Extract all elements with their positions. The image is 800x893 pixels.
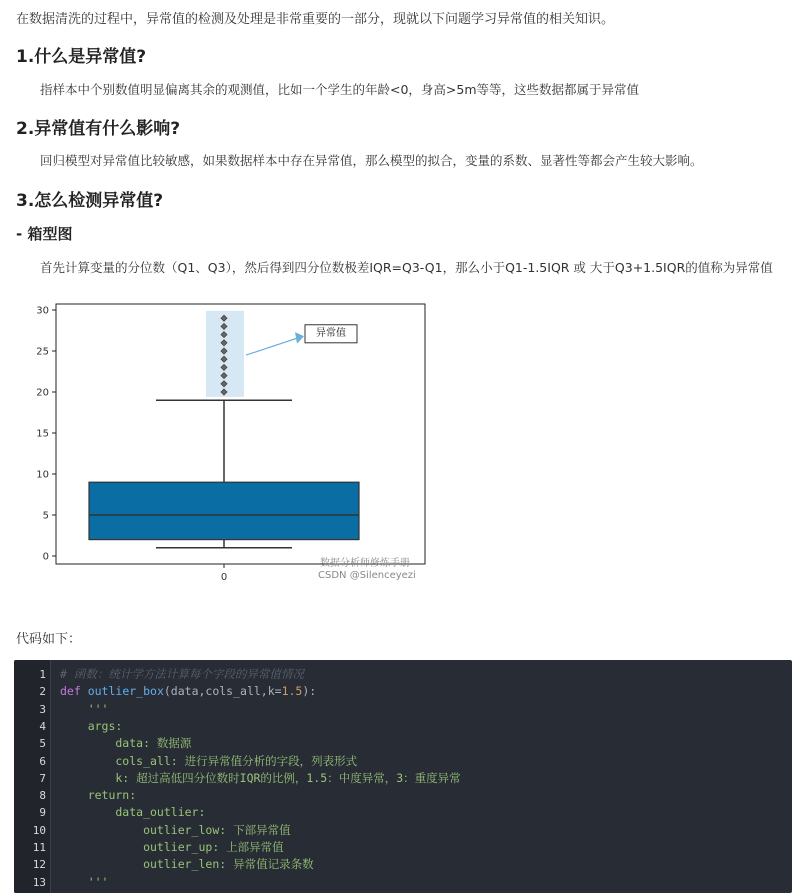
- code-line: [14, 666, 792, 683]
- code-line: [14, 839, 792, 856]
- code-line: [14, 787, 792, 804]
- code-line: [14, 753, 792, 770]
- y-tick-label: 25: [36, 346, 49, 358]
- line-number: 12: [32, 858, 46, 872]
- code-text: [60, 753, 357, 770]
- code-line: [14, 822, 792, 839]
- box-iqr: [89, 482, 359, 539]
- section-title-3: 3.怎么检测异常值?: [16, 191, 164, 211]
- code-token: def: [60, 684, 88, 699]
- code-text: [60, 787, 136, 804]
- subsection-text: 首先计算变量的分位数（Q1、Q3），然后得到四分位数极差IQR=Q3-Q1，那么小于Q1-1.5IQR 或 大于Q3+1.5IQR的值称为异常值: [40, 260, 773, 275]
- code-line: [14, 683, 792, 700]
- line-number: 4: [39, 719, 46, 733]
- line-number: 6: [39, 754, 46, 768]
- code-token: # 函数：统计学方法计算每个字段的异常值情况: [60, 667, 304, 681]
- code-token: ):: [302, 684, 317, 699]
- x-tick-label: 0: [220, 572, 228, 583]
- code-line: [14, 804, 792, 821]
- line-number: 1: [39, 668, 46, 681]
- line-number: 10: [32, 823, 46, 837]
- code-text: [60, 770, 461, 787]
- watermark-line-2: CSDN @Silenceyezi: [318, 570, 416, 581]
- boxplot-svg: [30, 298, 450, 598]
- line-number: 9: [39, 806, 46, 820]
- line-number: 2: [39, 685, 46, 699]
- code-token: 1.5: [281, 684, 303, 699]
- code-text: [60, 718, 122, 735]
- section-text-1: 指样本中个别数值明显偏离其余的观测值，比如一个学生的年龄<0，身高>5m等等，这些数据都属于异常值: [40, 82, 640, 97]
- y-tick-label: 30: [36, 305, 49, 317]
- code-intro: 代码如下：: [16, 632, 82, 647]
- y-tick-label: 15: [36, 428, 49, 440]
- line-number: 7: [39, 771, 46, 785]
- code-token: (data,cols_all,k=: [163, 684, 282, 699]
- code-text: [60, 822, 291, 839]
- code-line: [14, 701, 792, 718]
- code-token: outlier_low: 下部异常值: [60, 822, 291, 837]
- code-token: k: 超过高低四分位数时IQR的比例，1.5：中度异常，3：重度异常: [60, 770, 461, 785]
- code-token: cols_all: 进行异常值分析的字段，列表形式: [60, 753, 358, 768]
- boxplot-chart: [30, 298, 450, 598]
- line-number: 3: [39, 702, 46, 716]
- code-text: [60, 856, 314, 873]
- code-text: [60, 874, 108, 891]
- code-text: [60, 804, 205, 821]
- code-text: [60, 701, 108, 718]
- code-block: [14, 660, 792, 893]
- code-line: [14, 718, 792, 735]
- line-number: 5: [39, 737, 46, 751]
- code-line: [14, 856, 792, 873]
- code-token: ''': [60, 874, 109, 889]
- code-token: args:: [60, 718, 123, 733]
- code-token: outlier_box: [87, 684, 164, 699]
- code-line: [14, 735, 792, 752]
- code-text: [60, 683, 316, 700]
- code-token: data_outlier:: [60, 805, 206, 820]
- code-token: return:: [60, 788, 137, 803]
- line-number: 8: [39, 789, 46, 803]
- watermark-line-1: 数据分析师修炼手册: [320, 558, 410, 569]
- code-token: outlier_len: 异常值记录条数: [60, 857, 314, 872]
- subsection-title: - 箱型图: [16, 225, 73, 243]
- code-token: data: 数据源: [60, 736, 192, 751]
- line-number: 11: [32, 841, 46, 854]
- code-line: [14, 874, 792, 891]
- code-text: [60, 839, 284, 856]
- y-tick-label: 0: [42, 551, 49, 563]
- line-number: 13: [32, 875, 46, 889]
- code-token: outlier_up: 上部异常值: [60, 840, 284, 854]
- y-tick-label: 5: [42, 510, 49, 522]
- code-token: ''': [60, 701, 109, 716]
- section-text-2: 回归模型对异常值比较敏感，如果数据样本中存在异常值，那么模型的拟合，变量的系数、显著性等都会产生较大影响。: [40, 153, 703, 168]
- code-line: [14, 770, 792, 787]
- section-title-1: 1.什么是异常值?: [16, 47, 147, 67]
- code-text: [60, 735, 191, 752]
- annotation-label: 异常值: [316, 328, 346, 340]
- y-tick-label: 20: [36, 387, 49, 399]
- y-tick-label: 10: [36, 469, 49, 481]
- intro-text: 在数据清洗的过程中，异常值的检测及处理是非常重要的一部分，现就以下问题学习异常值的相关知识。: [16, 12, 615, 27]
- section-title-2: 2.异常值有什么影响?: [16, 119, 181, 139]
- code-text: [60, 666, 304, 683]
